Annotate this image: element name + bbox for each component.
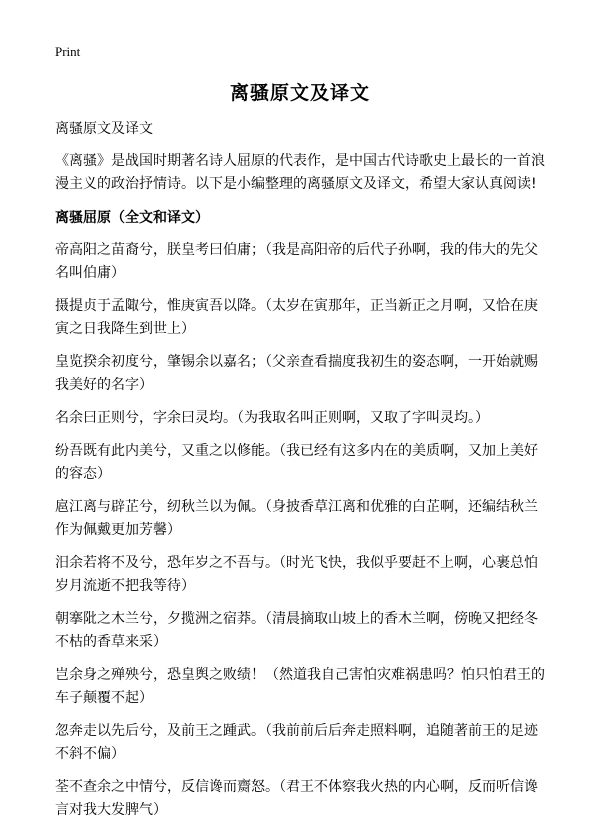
verse-paragraph: 皇览揆余初度兮，肇锡余以嘉名；（父亲查看揣度我初生的姿态啊，一开始就赐我美好的名字） xyxy=(55,354,538,393)
verse-paragraph: 扈江离与辟芷兮，纫秋兰以为佩。（身披香草江离和优雅的白芷啊，还编结秋兰作为佩戴更加芳馨） xyxy=(55,499,538,538)
verse-paragraph: 汨余若将不及兮，恐年岁之不吾与。（时光飞快，我似乎要赶不上啊，心裹总怕岁月流逝不把我等待） xyxy=(55,555,538,594)
verse-paragraph: 岂余身之殚殃兮，恐皇舆之败绩！（然道我自己害怕灾难祸患吗？怕只怕君王的车子颠覆不起） xyxy=(55,667,545,706)
verse-paragraph: 朝搴阰之木兰兮，夕揽洲之宿莽。（清晨摘取山坡上的香木兰啊，傍晚又把经冬不枯的香草来采） xyxy=(55,611,538,650)
article-body xyxy=(55,118,547,832)
article-subtitle: 离骚原文及译文 xyxy=(55,121,153,137)
verse-paragraph: 纷吾既有此内美兮，又重之以修能。（我已经有这多内在的美质啊，又加上美好的容态） xyxy=(55,443,538,482)
print-label: Print xyxy=(55,44,81,59)
intro-paragraph: 《离骚》是战国时期著名诗人屈原的代表作，是中国古代诗歌史上最长的一首浪漫主义的政治抒情诗。以下是小编整理的离骚原文及译文，希望大家认真阅读! xyxy=(55,153,545,192)
verse-paragraph: 荃不查余之中情兮，反信谗而齌怒。（君王不体察我火热的内心啊，反而听信谗言对我大发脾气） xyxy=(55,779,538,818)
verse-paragraph: 帝高阳之苗裔兮，朕皇考曰伯庸；（我是高阳帝的后代子孙啊，我的伟大的先父名叫伯庸） xyxy=(55,242,538,281)
verse-paragraph: 摄提贞于孟陬兮，惟庚寅吾以降。（太岁在寅那年，正当新正之月啊，又恰在庚寅之日我降生到世上） xyxy=(55,298,538,337)
verse-paragraph: 名余曰正则兮，字余曰灵均。（为我取名叫正则啊，又取了字叫灵均。） xyxy=(55,410,489,426)
page-title: 离骚原文及译文 xyxy=(229,82,370,104)
section-heading: 离骚屈原（全文和译文） xyxy=(55,210,209,226)
verse-paragraph: 忽奔走以先后兮，及前王之踵武。（我前前后后奔走照料啊，追随著前王的足迹不斜不偏） xyxy=(55,723,538,762)
